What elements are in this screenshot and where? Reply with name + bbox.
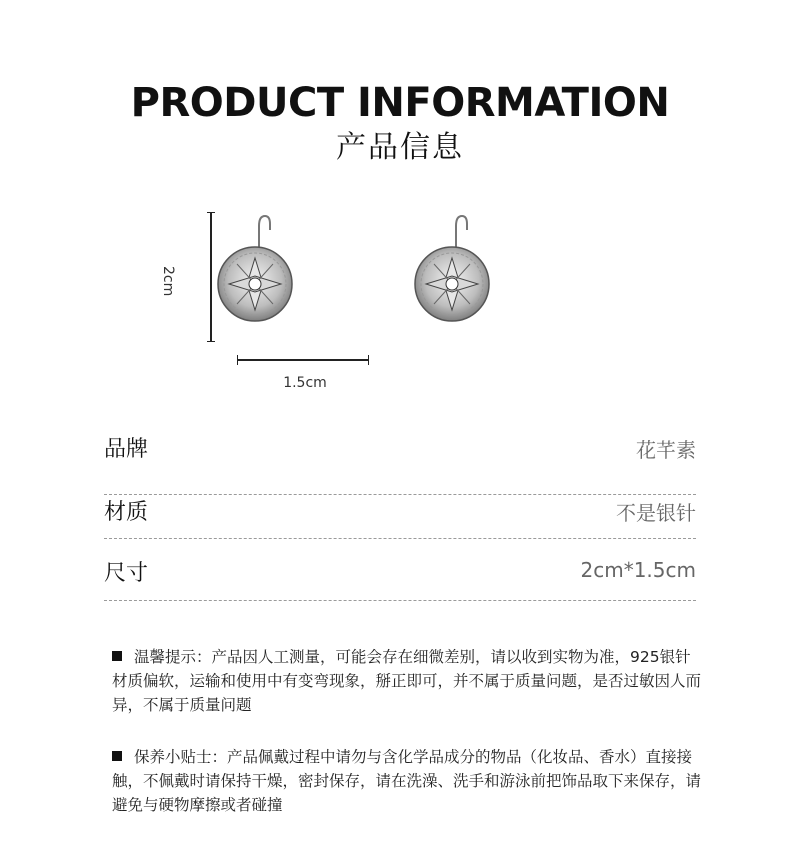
width-dimension-line xyxy=(237,359,369,361)
title-en: PRODUCT INFORMATION xyxy=(130,80,670,126)
width-dimension-label: 1.5cm xyxy=(283,375,327,391)
height-dimension-label: 2cm xyxy=(160,266,176,297)
spec-row-material xyxy=(104,495,696,539)
earring-image-right xyxy=(412,212,494,342)
spec-value: 不是银针 xyxy=(616,501,696,525)
note-text: 温馨提示：产品因人工测量，可能会存在细微差别，请以收到实物为准，925银针材质偏软，运输和使用中有变弯现象，掰正即可，并不属于质量问题，是否过敏因人而异，不属于质量问题 xyxy=(112,648,702,714)
square-bullet-icon xyxy=(112,751,122,761)
height-dimension-line xyxy=(210,212,212,342)
spec-row-size xyxy=(104,556,696,601)
note-tip xyxy=(112,645,702,717)
spec-label: 材质 xyxy=(104,500,149,525)
note-care xyxy=(112,745,702,817)
spec-label: 品牌 xyxy=(104,437,149,462)
note-text: 保养小贴士：产品佩戴过程中请勿与含化学品成分的物品（化妆品、香水）直接接触，不佩戴时请保持干燥，密封保存，请在洗澡、洗手和游泳前把饰品取下来保存，请避免与硬物摩擦或者碰撞 xyxy=(112,748,702,814)
spec-value: 花芊素 xyxy=(636,438,696,462)
spec-row-brand xyxy=(104,432,696,495)
spec-label: 尺寸 xyxy=(104,561,149,586)
square-bullet-icon xyxy=(112,651,122,661)
earring-image-left xyxy=(215,212,297,342)
spec-value: 2cm*1.5cm xyxy=(580,558,696,582)
title-zh: 产品信息 xyxy=(336,130,464,165)
